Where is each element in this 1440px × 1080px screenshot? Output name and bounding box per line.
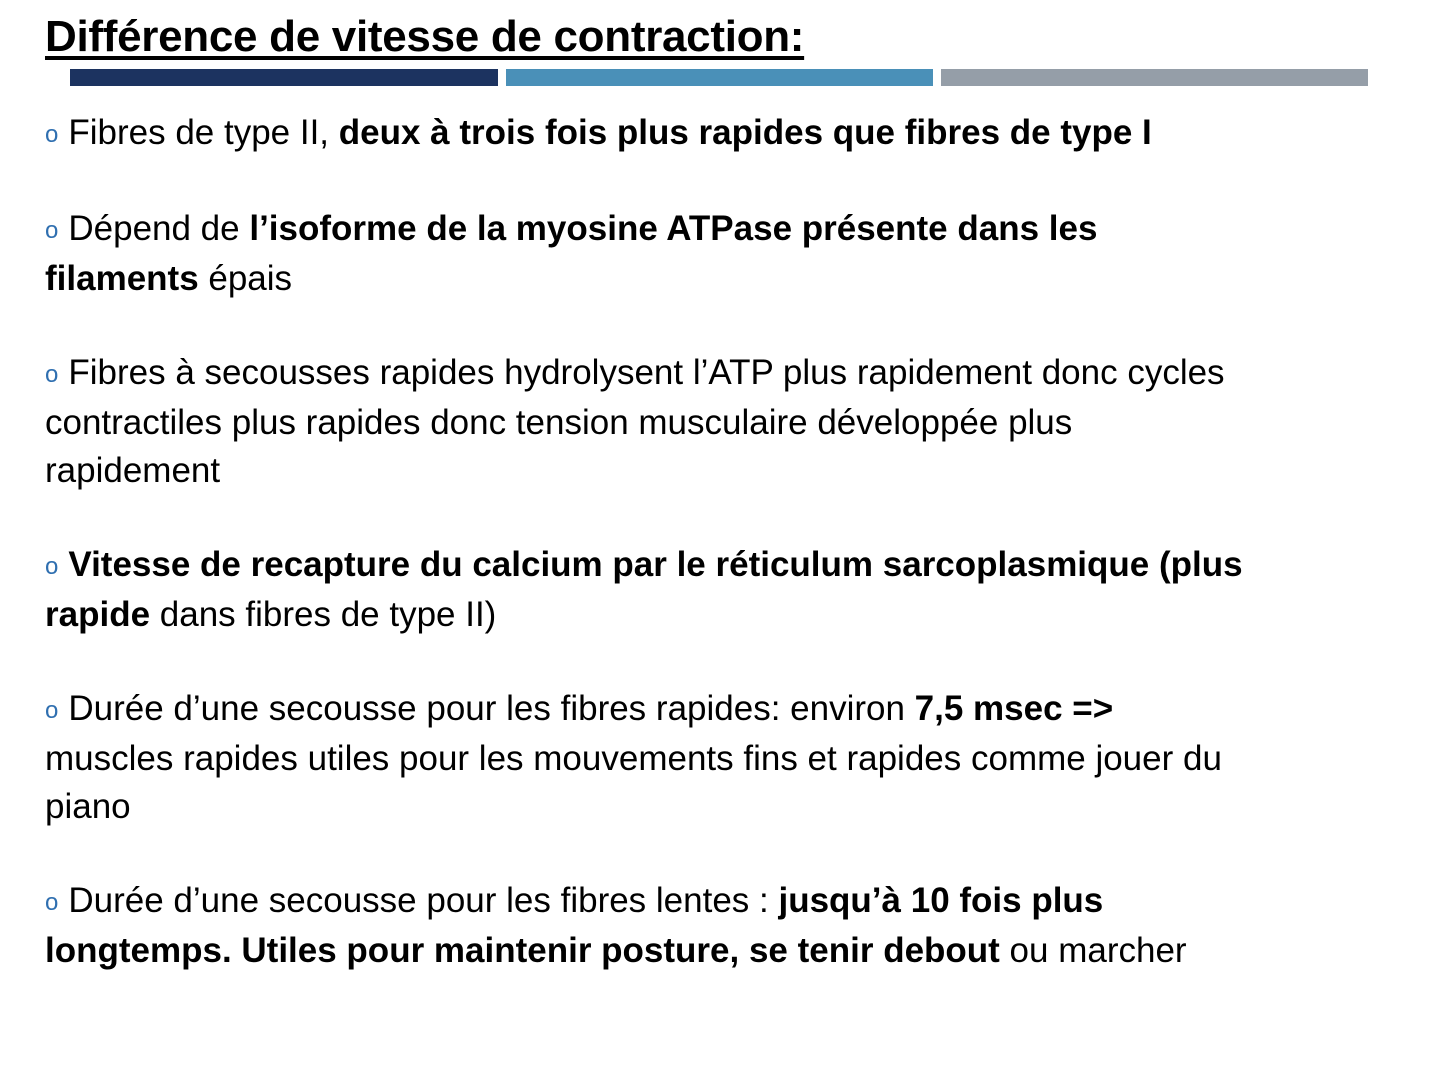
bold-text: rapide (45, 595, 151, 634)
bullet-icon: o (45, 361, 59, 388)
bullet-icon: o (45, 217, 59, 244)
text-line (45, 591, 1243, 639)
text-line (45, 399, 1225, 447)
accent-bar-gray (941, 69, 1368, 86)
bullet-icon: o (45, 121, 59, 148)
text-line (45, 541, 1243, 591)
text-line (45, 205, 1097, 255)
text-line (45, 685, 1222, 735)
text-line (45, 877, 1187, 927)
text-line (45, 109, 1152, 159)
text: Fibres de type II, (68, 113, 339, 152)
text: Fibres à secousses rapides hydrolysent l’ATP plus rapidement donc cycles (68, 353, 1225, 392)
text: Durée d’une secousse pour les fibres lentes : (68, 881, 779, 920)
bullet-paragraph (45, 685, 1222, 831)
bullet-icon: o (45, 697, 59, 724)
bullet-icon: o (45, 553, 59, 580)
text: dans fibres de type II) (150, 595, 497, 634)
bullet-paragraph (45, 205, 1097, 303)
text: muscles rapides utiles pour les mouvements fins et rapides comme jouer du (45, 739, 1222, 778)
text-line (45, 255, 1097, 303)
text: épais (198, 259, 293, 298)
bullet-paragraph (45, 109, 1152, 159)
bold-text: longtemps. Utiles pour maintenir posture, se tenir debout (45, 931, 1000, 970)
text: rapidement (45, 451, 221, 490)
text: Durée d’une secousse pour les fibres rapides: environ (68, 689, 915, 728)
slide-title: Différence de vitesse de contraction: (45, 12, 805, 61)
text: Dépend de (68, 209, 250, 248)
bullet-paragraph (45, 349, 1225, 495)
bold-text: Vitesse de recapture du calcium par le réticulum sarcoplasmique (plus (68, 545, 1243, 584)
text: contractiles plus rapides donc tension musculaire développée plus (45, 403, 1073, 442)
text-line (45, 447, 1225, 495)
bold-text: filaments (45, 259, 199, 298)
bullet-paragraph (45, 877, 1187, 975)
bullet-icon: o (45, 889, 59, 916)
bold-text: jusqu’à 10 fois plus (778, 881, 1104, 920)
text: ou marcher (999, 931, 1187, 970)
bullet-paragraph (45, 541, 1243, 639)
text-line (45, 783, 1222, 831)
accent-bar-navy (70, 69, 498, 86)
text-line (45, 349, 1225, 399)
accent-bar-blue (506, 69, 933, 86)
bold-text: l’isoforme de la myosine ATPase présente dans les (249, 209, 1098, 248)
bold-text: deux à trois fois plus rapides que fibres de type I (338, 113, 1152, 152)
bold-text: 7,5 msec => (914, 689, 1114, 728)
text-line (45, 927, 1187, 975)
text: piano (45, 787, 131, 826)
text-line (45, 735, 1222, 783)
